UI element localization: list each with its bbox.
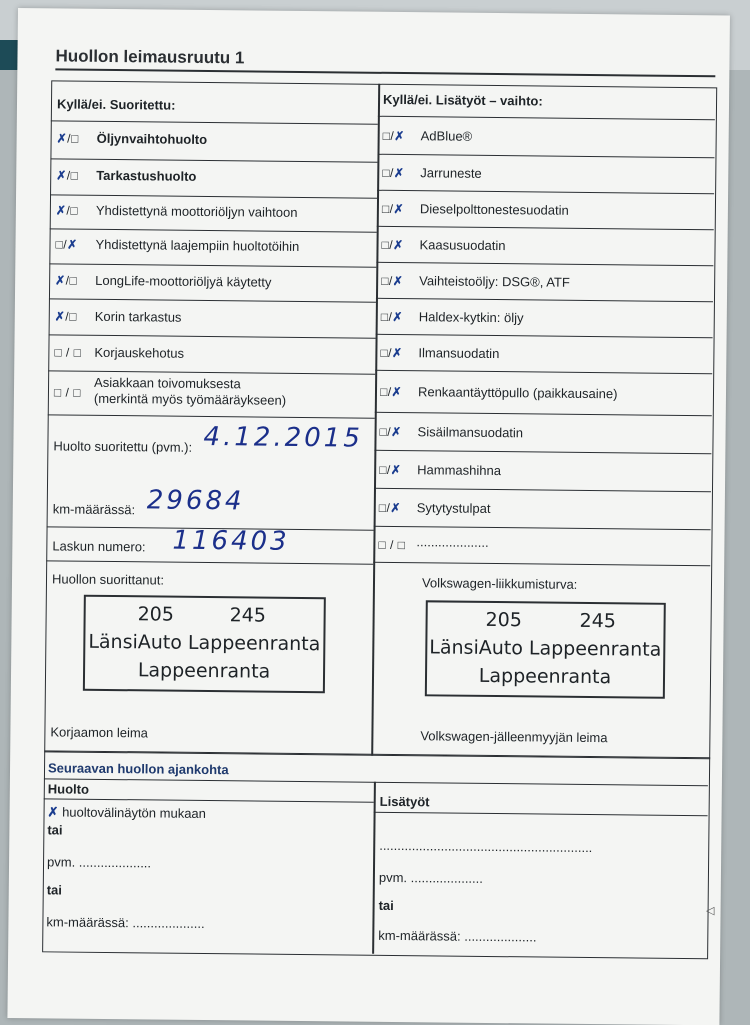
checkbox-tarkastushuolto[interactable]: ✗/□ <box>56 168 79 183</box>
item-label: Sisäilmansuodatin <box>417 424 524 441</box>
extra-line: km-määrässä: .................... <box>378 927 537 945</box>
checkbox-kaasusuodatin[interactable]: □/✗ <box>381 237 404 253</box>
item-label: Haldex-kytkin: öljy <box>418 309 524 326</box>
invoice-value: 116403 <box>172 525 290 557</box>
next-service-line: tai <box>47 822 63 838</box>
item-label: Asiakkaan toivomuksesta <box>94 374 241 392</box>
next-service-title: Seuraavan huollon ajankohta <box>47 760 229 778</box>
title-rule <box>55 68 715 77</box>
performed-by-label: Huollon suorittanut: <box>51 571 165 588</box>
checkbox-renkaantayttopullo[interactable]: □/✗ <box>379 384 403 400</box>
stamp-number-2: 245 <box>579 609 616 633</box>
checkbox-hammashihna[interactable]: □/✗ <box>379 462 402 478</box>
item-label: Tarkastushuolto <box>96 167 197 184</box>
date-label: Huolto suoritettu (pvm.): <box>53 438 193 455</box>
checkbox-asiakkaan-toivomuksesta[interactable]: □ / □ <box>53 385 82 400</box>
item-label: LongLife-moottoriöljyä käytetty <box>95 272 272 290</box>
checkbox-oljynvaihtohuolto[interactable]: ✗/□ <box>56 131 79 146</box>
km-label: km-määrässä: <box>52 501 136 518</box>
checkbox-yhdistettyna-moottorioljyn[interactable]: ✗/□ <box>55 203 79 218</box>
item-label: Yhdistettynä laajempiin huoltotöihin <box>95 236 300 254</box>
checkbox-sisailmansuodatin[interactable]: □/✗ <box>379 424 402 440</box>
left-column-header: Kyllä/ei. Suoritettu: <box>56 96 176 113</box>
extra-line: ........................................................... <box>379 837 593 856</box>
checkbox-sytytystulpat[interactable]: □/✗ <box>378 500 402 516</box>
item-label: Dieselpolttonestesuodatin <box>419 201 569 218</box>
item-label: Sytytystulpat <box>416 500 491 516</box>
item-label-note: (merkintä myös työmääräykseen) <box>93 390 287 408</box>
invoice-label: Laskun numero: <box>52 538 146 555</box>
page-title: Huollon leimausruutu 1 <box>55 46 245 68</box>
checkbox-yhdistettyna-laajempiin[interactable]: □/✗ <box>55 237 78 252</box>
item-label: Yhdistettynä moottoriöljyn vaihtoon <box>95 202 298 220</box>
right-column-header: Kyllä/ei. Lisätyöt – vaihto: <box>382 91 543 109</box>
stamp-city: Lappeenranta <box>137 659 271 683</box>
stamp-number-2: 245 <box>229 604 267 627</box>
workshop-stamp <box>83 595 326 694</box>
checkbox-jarruneste[interactable]: □/✗ <box>382 165 405 181</box>
service-booklet-page <box>7 8 730 1025</box>
extra-line: pvm. .................... <box>378 869 484 886</box>
checkbox-haldex[interactable]: □/✗ <box>380 309 404 325</box>
workshop-stamp-caption: Korjaamon leima <box>50 724 149 741</box>
stamp-company: LänsiAuto Lappeenranta <box>429 636 662 661</box>
service-date-value: 4.12.2015 <box>203 421 363 454</box>
checkbox-ilmansuodatin[interactable]: □/✗ <box>380 345 403 361</box>
service-header: Huolto <box>47 781 90 797</box>
guarantee-label: Volkswagen-liikkumisturva: <box>421 575 578 592</box>
next-service-line: km-määrässä: .................... <box>46 914 205 932</box>
extra-header: Lisätyöt <box>379 793 430 810</box>
next-service-line: pvm. .................... <box>46 854 152 871</box>
checkbox-blank[interactable]: □ / □ <box>378 537 406 553</box>
next-service-line: tai <box>46 882 63 898</box>
item-label: Kaasusuodatin <box>419 237 506 254</box>
item-label: Ilmansuodatin <box>418 345 500 362</box>
background-tab <box>0 40 18 70</box>
checkbox-longlife[interactable]: ✗/□ <box>55 273 78 288</box>
page-turn-arrow-icon: ◁ <box>706 905 715 917</box>
stamp-number-1: 205 <box>137 603 175 626</box>
checkbox-vaihteistooljy[interactable]: □/✗ <box>381 273 404 289</box>
checkbox-korin-tarkastus[interactable]: ✗/□ <box>54 309 78 324</box>
item-label: Korjauskehotus <box>94 344 185 361</box>
item-label-blank: .................... <box>416 534 489 550</box>
checkbox-adblue[interactable]: □/✗ <box>382 128 405 144</box>
dealer-stamp-caption: Volkswagen-jälleenmyyjän leima <box>420 728 608 746</box>
checkbox-dieselpolttonestesuodatin[interactable]: □/✗ <box>381 201 405 217</box>
km-value: 29684 <box>146 485 245 517</box>
item-label: Öljynvaihtohuolto <box>96 130 208 147</box>
item-label: Vaihteistoöljy: DSG®, ATF <box>419 273 570 290</box>
stamp-number-1: 205 <box>485 608 522 632</box>
item-label: Jarruneste <box>420 165 482 181</box>
item-label: AdBlue® <box>420 128 473 144</box>
item-label: Renkaantäyttöpullo (paikkausaine) <box>417 384 618 402</box>
next-service-line: ✗ huoltovälinäytön mukaan <box>47 804 207 822</box>
dealer-stamp <box>425 600 666 699</box>
extra-line: tai <box>378 897 394 913</box>
item-label: Hammashihna <box>417 462 502 479</box>
item-label: Korin tarkastus <box>94 308 182 325</box>
stamp-city: Lappeenranta <box>478 664 612 689</box>
stamp-company: LänsiAuto Lappeenranta <box>88 630 321 656</box>
checkbox-korjauskehotus[interactable]: □ / □ <box>54 345 82 360</box>
